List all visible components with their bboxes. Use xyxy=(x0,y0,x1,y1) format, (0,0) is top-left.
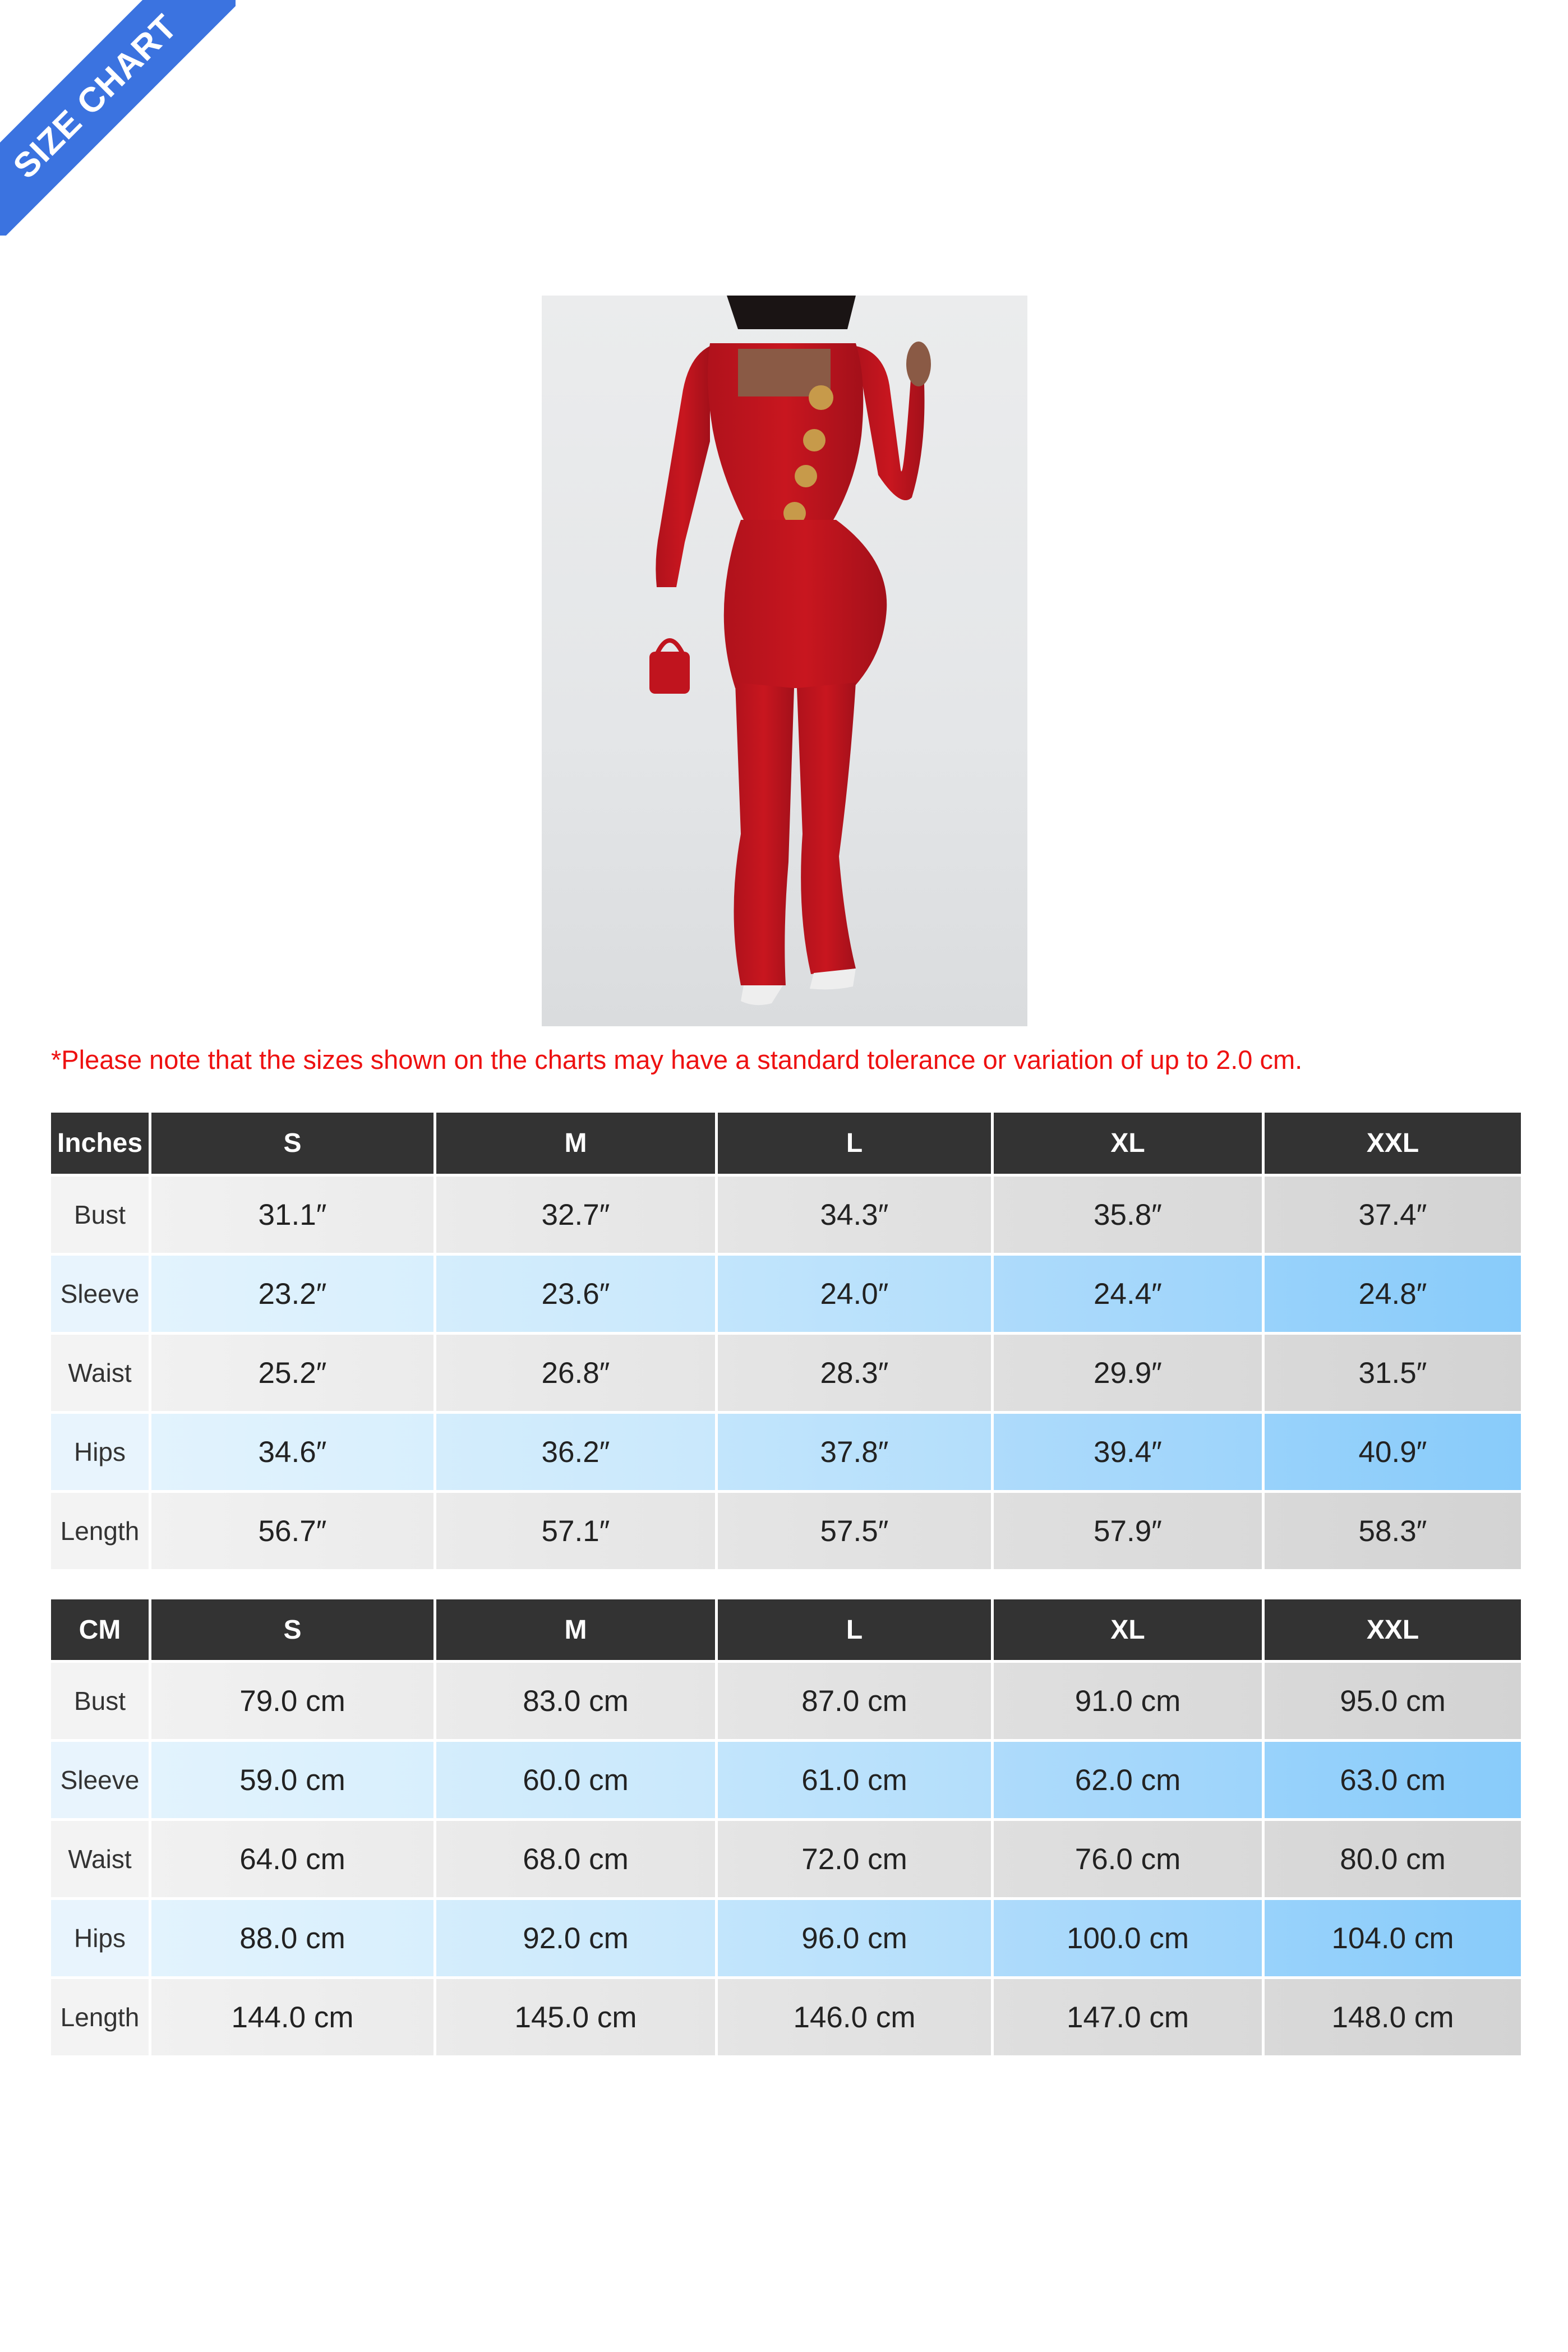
table-header-s: S xyxy=(151,1599,433,1660)
table-cell: 148.0 cm xyxy=(1265,1979,1521,2055)
table-cell: 83.0 cm xyxy=(436,1663,715,1739)
row-label-bust: Bust xyxy=(51,1177,149,1253)
table-cell: 56.7″ xyxy=(151,1493,433,1569)
table-header-l: L xyxy=(718,1113,991,1174)
table-cell: 58.3″ xyxy=(1265,1493,1521,1569)
row-label-bust: Bust xyxy=(51,1663,149,1739)
table-cell: 95.0 cm xyxy=(1265,1663,1521,1739)
size-chart-badge: SIZE CHART xyxy=(0,0,236,236)
table-cell: 87.0 cm xyxy=(718,1663,991,1739)
table-cell: 88.0 cm xyxy=(151,1900,433,1976)
row-label-waist: Waist xyxy=(51,1821,149,1897)
table-cell: 61.0 cm xyxy=(718,1742,991,1818)
table-cell: 60.0 cm xyxy=(436,1742,715,1818)
table-cell: 104.0 cm xyxy=(1265,1900,1521,1976)
table-header-s: S xyxy=(151,1113,433,1174)
tolerance-note: *Please note that the sizes shown on the charts may have a standard tolerance or variation of up to 2.0 cm. xyxy=(51,1045,1303,1074)
table-header-m: M xyxy=(436,1113,715,1174)
table-cell: 26.8″ xyxy=(436,1335,715,1411)
table-cell: 25.2″ xyxy=(151,1335,433,1411)
table-cell: 145.0 cm xyxy=(436,1979,715,2055)
table-header-m: M xyxy=(436,1599,715,1660)
table-header-xl: XL xyxy=(994,1113,1262,1174)
table-cell: 35.8″ xyxy=(994,1177,1262,1253)
table-header-xxl: XXL xyxy=(1265,1113,1521,1174)
table-cell: 37.8″ xyxy=(718,1414,991,1490)
table-cell: 36.2″ xyxy=(436,1414,715,1490)
table-cell: 29.9″ xyxy=(994,1335,1262,1411)
table-header-unit: Inches xyxy=(51,1113,149,1174)
table-cell: 34.3″ xyxy=(718,1177,991,1253)
table-cell: 57.9″ xyxy=(994,1493,1262,1569)
table-cell: 79.0 cm xyxy=(151,1663,433,1739)
table-cell: 92.0 cm xyxy=(436,1900,715,1976)
table-cell: 23.6″ xyxy=(436,1256,715,1332)
table-cell: 39.4″ xyxy=(994,1414,1262,1490)
table-cell: 91.0 cm xyxy=(994,1663,1262,1739)
table-header-l: L xyxy=(718,1599,991,1660)
row-label-waist: Waist xyxy=(51,1335,149,1411)
table-cell: 28.3″ xyxy=(718,1335,991,1411)
table-cell: 23.2″ xyxy=(151,1256,433,1332)
table-cell: 68.0 cm xyxy=(436,1821,715,1897)
table-cell: 100.0 cm xyxy=(994,1900,1262,1976)
table-header-xxl: XXL xyxy=(1265,1599,1521,1660)
table-cell: 62.0 cm xyxy=(994,1742,1262,1818)
table-cell: 31.1″ xyxy=(151,1177,433,1253)
table-cell: 24.8″ xyxy=(1265,1256,1521,1332)
table-cell: 63.0 cm xyxy=(1265,1742,1521,1818)
table-cell: 146.0 cm xyxy=(718,1979,991,2055)
table-header-xl: XL xyxy=(994,1599,1262,1660)
row-label-hips: Hips xyxy=(51,1414,149,1490)
table-cell: 24.0″ xyxy=(718,1256,991,1332)
table-cell: 37.4″ xyxy=(1265,1177,1521,1253)
row-label-length: Length xyxy=(51,1979,149,2055)
table-cell: 31.5″ xyxy=(1265,1335,1521,1411)
cm-size-table xyxy=(51,1599,1518,2055)
table-cell: 40.9″ xyxy=(1265,1414,1521,1490)
table-cell: 32.7″ xyxy=(436,1177,715,1253)
table-cell: 144.0 cm xyxy=(151,1979,433,2055)
table-cell: 147.0 cm xyxy=(994,1979,1262,2055)
table-cell: 76.0 cm xyxy=(994,1821,1262,1897)
table-cell: 80.0 cm xyxy=(1265,1821,1521,1897)
table-cell: 64.0 cm xyxy=(151,1821,433,1897)
red-jumpsuit-photo-icon xyxy=(542,296,1027,1026)
product-photo xyxy=(542,296,1027,1026)
row-label-length: Length xyxy=(51,1493,149,1569)
table-cell: 34.6″ xyxy=(151,1414,433,1490)
inches-size-table xyxy=(51,1113,1518,1569)
table-cell: 59.0 cm xyxy=(151,1742,433,1818)
table-cell: 24.4″ xyxy=(994,1256,1262,1332)
table-cell: 72.0 cm xyxy=(718,1821,991,1897)
row-label-hips: Hips xyxy=(51,1900,149,1976)
row-label-sleeve: Sleeve xyxy=(51,1742,149,1818)
row-label-sleeve: Sleeve xyxy=(51,1256,149,1332)
table-cell: 57.1″ xyxy=(436,1493,715,1569)
table-cell: 57.5″ xyxy=(718,1493,991,1569)
size-chart-badge-wrap xyxy=(0,0,236,236)
table-cell: 96.0 cm xyxy=(718,1900,991,1976)
table-header-unit: CM xyxy=(51,1599,149,1660)
